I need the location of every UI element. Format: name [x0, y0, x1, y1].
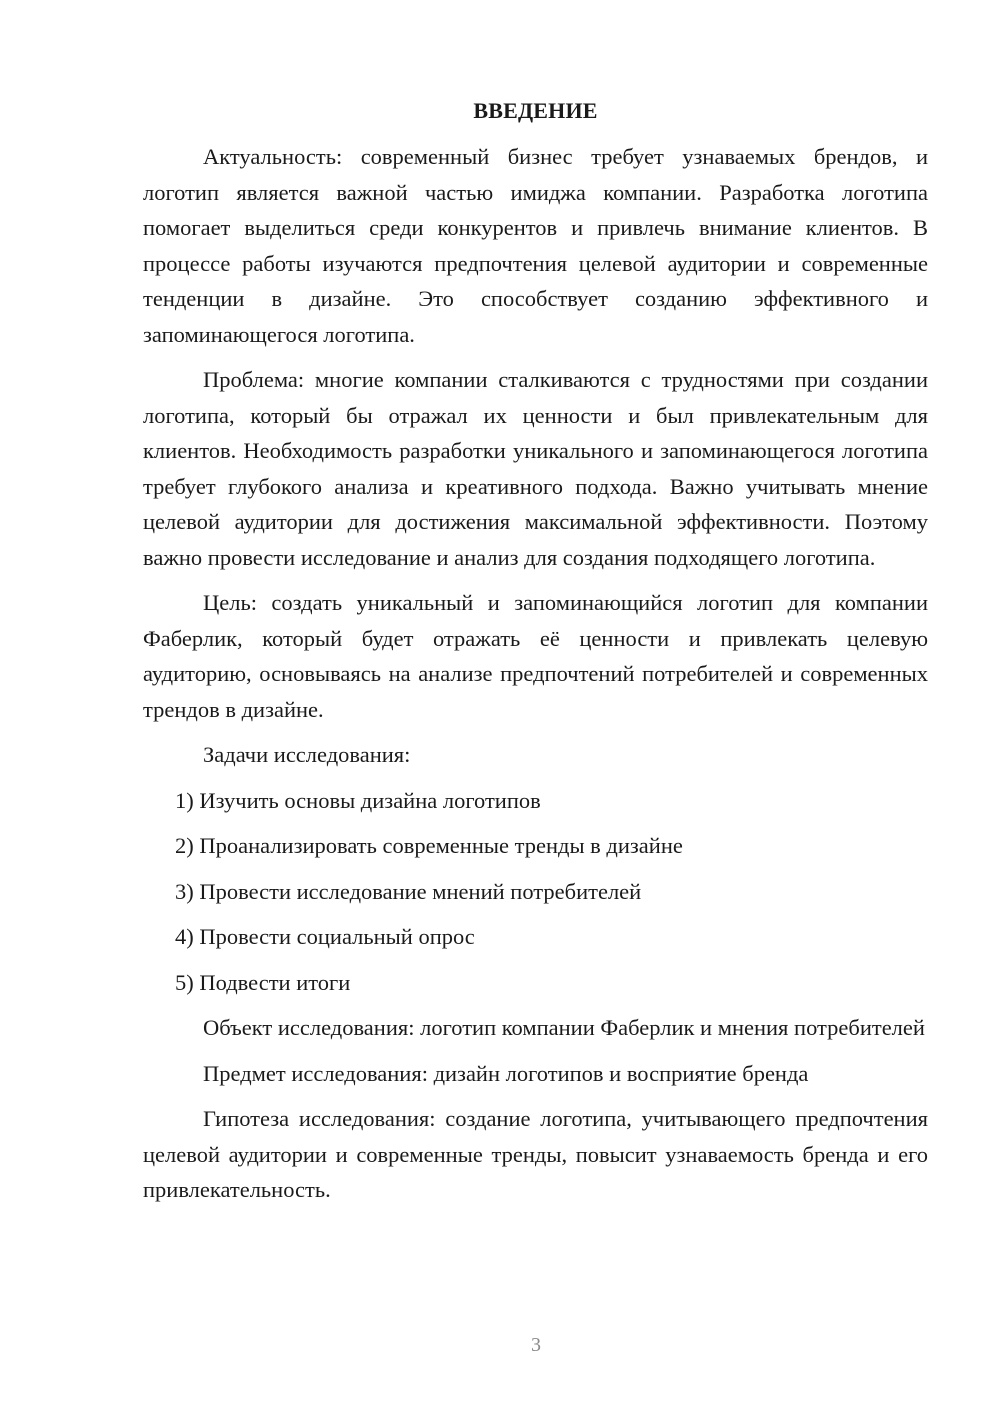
list-item: 3) Провести исследование мнений потребителей [175, 878, 642, 904]
paragraph-problem: Проблема: многие компании сталкиваются с трудностями при создании логотипа, который бы отражал их ценности и был привлекательным для клиентов. Необходимость разработки уникального и запоминающегося логотипа требует глубокого анализа и креативного подхода. Важно учитывать мнение целевой аудитории для достижения максимальной эффективности. Поэтому важно провести исследование и анализ для создания подходящего логотипа. [143, 367, 928, 570]
paragraph-goal: Цель: создать уникальный и запоминающийся логотип для компании Фаберлик, который будет отражать её ценности и привлекать целевую аудиторию, основываясь на анализе предпочтений потребителей и современных трендов в дизайне. [143, 590, 928, 722]
paragraph-hypothesis: Гипотеза исследования: создание логотипа, учитывающего предпочтения целевой аудитории и современные тренды, повысит узнаваемость бренда и его привлекательность. [143, 1106, 928, 1202]
list-item: 2) Проанализировать современные тренды в дизайне [175, 833, 683, 858]
paragraph-object: Объект исследования: логотип компании Фаберлик и мнения потребителей [203, 1015, 925, 1040]
section-heading: ВВЕДЕНИЕ [473, 98, 598, 123]
list-item: 5) Подвести итоги [175, 969, 351, 995]
list-item: 4) Провести социальный опрос [175, 924, 475, 949]
tasks-list [143, 783, 928, 1001]
page-number: 3 [531, 1334, 541, 1356]
tasks-heading: Задачи исследования: [203, 742, 411, 767]
list-item: 1) Изучить основы дизайна логотипов [175, 787, 541, 813]
paragraph-subject: Предмет исследования: дизайн логотипов и восприятие бренда [203, 1060, 809, 1086]
paragraph-relevance: Актуальность: современный бизнес требует узнаваемых брендов, и логотип является важной частью имиджа компании. Разработка логотипа помогает выделиться среди конкурентов и привлечь внимание клиентов. В процессе работы изучаются предпочтения целевой аудитории и современные тенденции в дизайне. Это способствует созданию эффективного и запоминающегося логотипа. [143, 144, 928, 347]
document-page [143, 95, 928, 1218]
